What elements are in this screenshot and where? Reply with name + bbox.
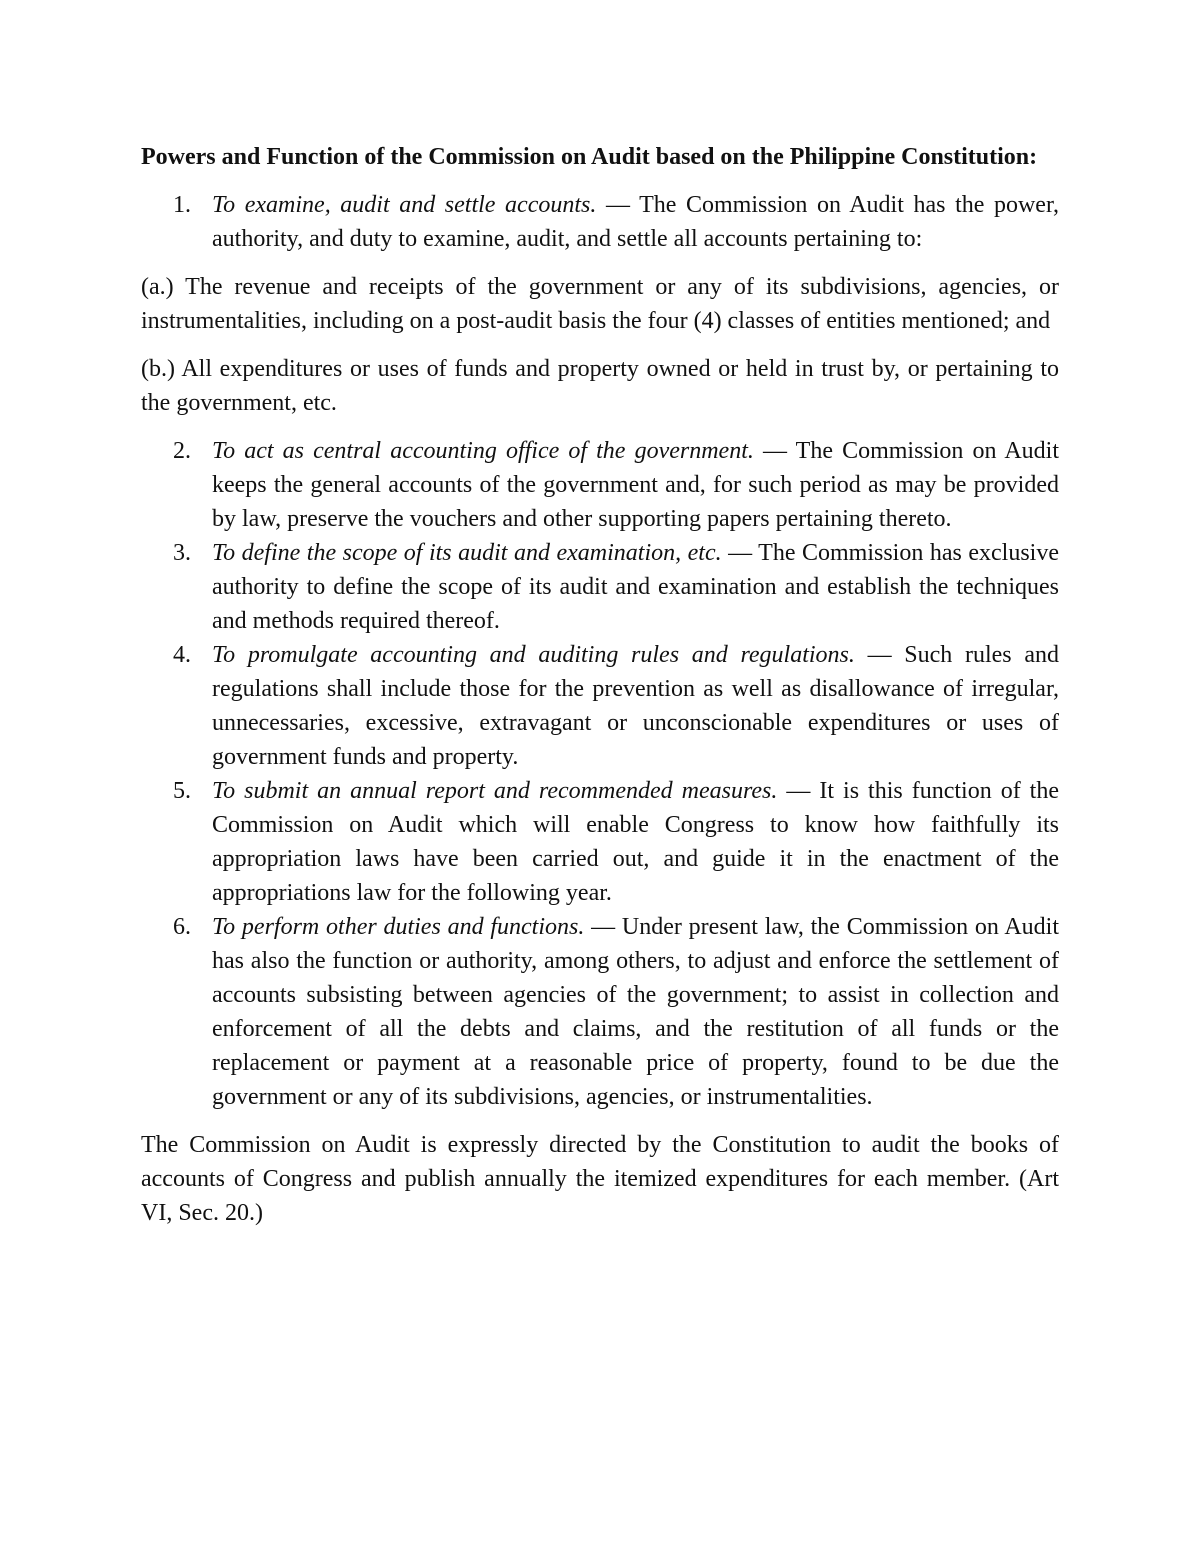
closing-paragraph: The Commission on Audit is expressly directed by the Constitution to audit the books of accounts of Congress and publish annually the itemized expenditures for each member. (Art VI, Sec. 20.) <box>141 1132 1059 1226</box>
list-item <box>141 188 1059 256</box>
list-item <box>141 774 1059 910</box>
list-item-heading: To act as central accounting office of the government. <box>212 438 754 464</box>
powers-list-part-2 <box>141 434 1059 1114</box>
list-item-heading: To define the scope of its audit and examination, etc. <box>212 540 722 566</box>
list-item <box>141 536 1059 638</box>
list-item-text: — The Commission on Audit has the power, authority, and duty to examine, audit, and settle all accounts pertaining to: <box>212 192 1059 252</box>
list-item-heading: To perform other duties and functions. <box>212 914 585 940</box>
powers-list-part-1 <box>141 188 1059 256</box>
list-item <box>141 434 1059 536</box>
list-item-text: — The Commission has exclusive authority to define the scope of its audit and examination and establish the techniques and methods required thereof. <box>212 540 1059 634</box>
list-item-number: 3. <box>173 540 191 566</box>
list-item-text: — Under present law, the Commission on Audit has also the function or authority, among others, to adjust and enforce the settlement of accounts subsisting between agencies of the government; to assist in collection and enforcement of all the debts and claims, and the restitution of all funds or the replacement or payment at a reasonable price of property, found to be due the government or any of its subdivisions, agencies, or instrumentalities. <box>212 914 1059 1110</box>
list-item-number: 4. <box>173 642 191 668</box>
list-item-text: — Such rules and regulations shall include those for the prevention as well as disallowance of irregular, unnecessaries, excessive, extravagant or unconscionable expenditures or uses of government funds and property. <box>212 642 1059 770</box>
document-title: Powers and Function of the Commission on Audit based on the Philippine Constitution: <box>141 144 1038 170</box>
list-item-heading: To submit an annual report and recommended measures. <box>212 778 778 804</box>
list-item <box>141 910 1059 1114</box>
sub-item-a: (a.) The revenue and receipts of the government or any of its subdivisions, agencies, or instrumentalities, including on a post-audit basis the four (4) classes of entities mentioned; and <box>141 274 1059 334</box>
list-item-number: 6. <box>173 914 191 940</box>
list-item-number: 2. <box>173 438 191 464</box>
list-item-heading: To examine, audit and settle accounts. <box>212 192 597 218</box>
list-item-number: 5. <box>173 778 191 804</box>
list-item-heading: To promulgate accounting and auditing rules and regulations. <box>212 642 855 668</box>
document-page <box>141 140 1059 1230</box>
list-item-number: 1. <box>173 192 191 218</box>
list-item <box>141 638 1059 774</box>
sub-item-b: (b.) All expenditures or uses of funds and property owned or held in trust by, or pertaining to the government, etc. <box>141 356 1059 416</box>
list-item-text: — It is this function of the Commission on Audit which will enable Congress to know how faithfully its appropriation laws have been carried out, and guide it in the enactment of the appropriations law for the following year. <box>212 778 1059 906</box>
list-item-text: — The Commission on Audit keeps the general accounts of the government and, for such period as may be provided by law, preserve the vouchers and other supporting papers pertaining thereto. <box>212 438 1059 532</box>
